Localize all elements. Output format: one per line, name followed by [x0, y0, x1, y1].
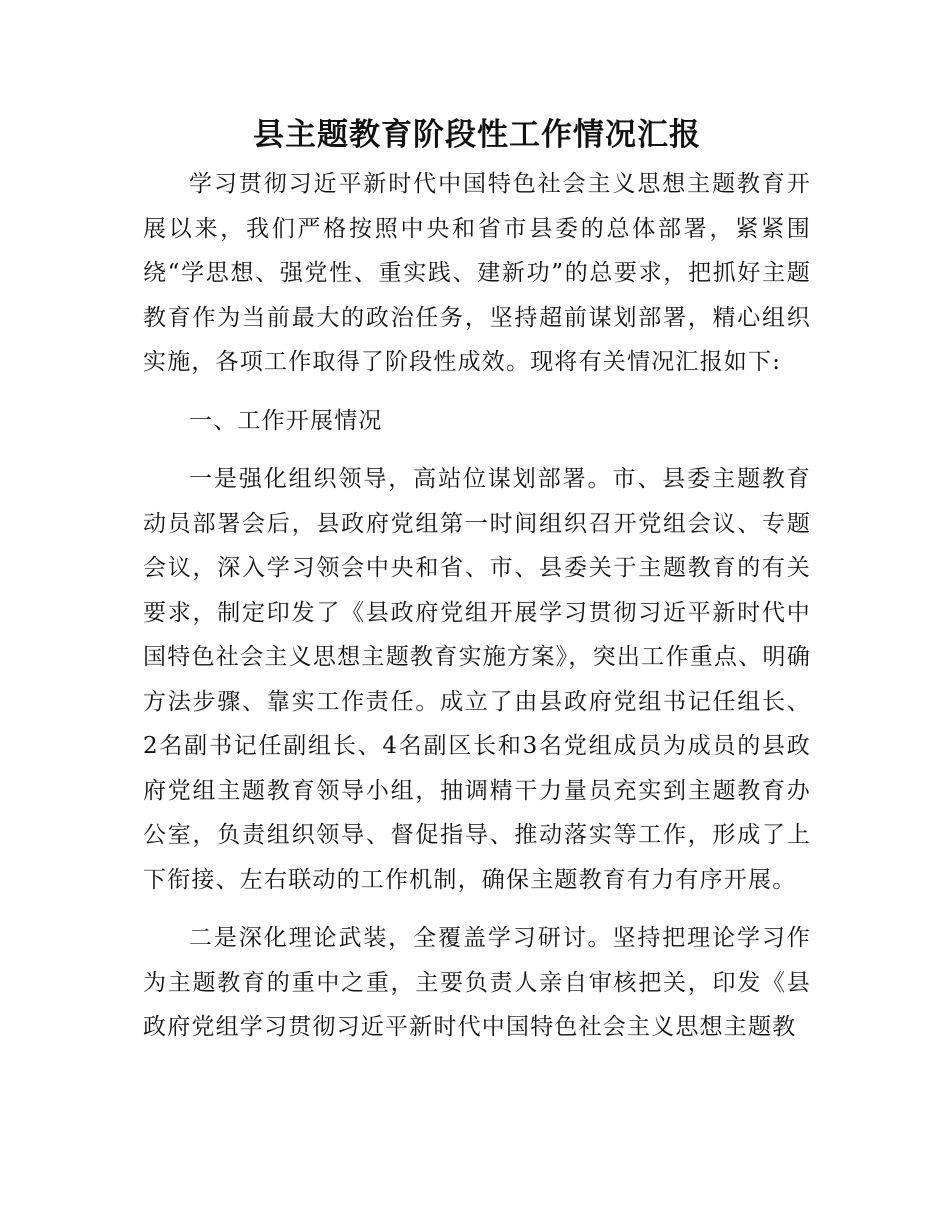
paragraph-organization-leadership: 一是强化组织领导，高站位谋划部署。市、县委主题教育动员部署会后，县政府党组第一时间组织召开党组会议、专题会议，深入学习领会中央和省、市、县委关于主题教育的有关要求，制定印发了《县政府党组开展学习贯彻习近平新时代中国特色社会主义思想主题教育实施方案》，突出工作重点、明确方法步骤、靠实工作责任。成立了由县政府党组书记任组长、2名副书记任副组长、4名副区长和3名党组成员为成员的县政府党组主题教育领导小组，抽调精干力量员充实到主题教育办公室，负责组织领导、督促指导、推动落实等工作，形成了上下衔接、左右联动的工作机制，确保主题教育有力有序开展。 — [143, 466, 811, 893]
intro-paragraph: 学习贯彻习近平新时代中国特色社会主义思想主题教育开展以来，我们严格按照中央和省市县委的总体部署，紧紧围绕“学思想、强党性、重实践、建新功”的总要求，把抓好主题教育作为当前最大的政治任务，坚持超前谋划部署，精心组织实施，各项工作取得了阶段性成效。现将有关情况汇报如下: — [143, 171, 811, 375]
paragraph-theory-study: 二是深化理论武装，全覆盖学习研讨。坚持把理论学习作为主题教育的重中之重，主要负责人亲自审核把关，印发《县政府党组学习贯彻习近平新时代中国特色社会主义思想主题教 — [143, 925, 811, 1040]
document-body — [143, 110, 811, 1064]
document-title: 县主题教育阶段性工作情况汇报 — [253, 117, 701, 153]
section-heading-work-progress: 一、工作开展情况 — [189, 407, 383, 434]
